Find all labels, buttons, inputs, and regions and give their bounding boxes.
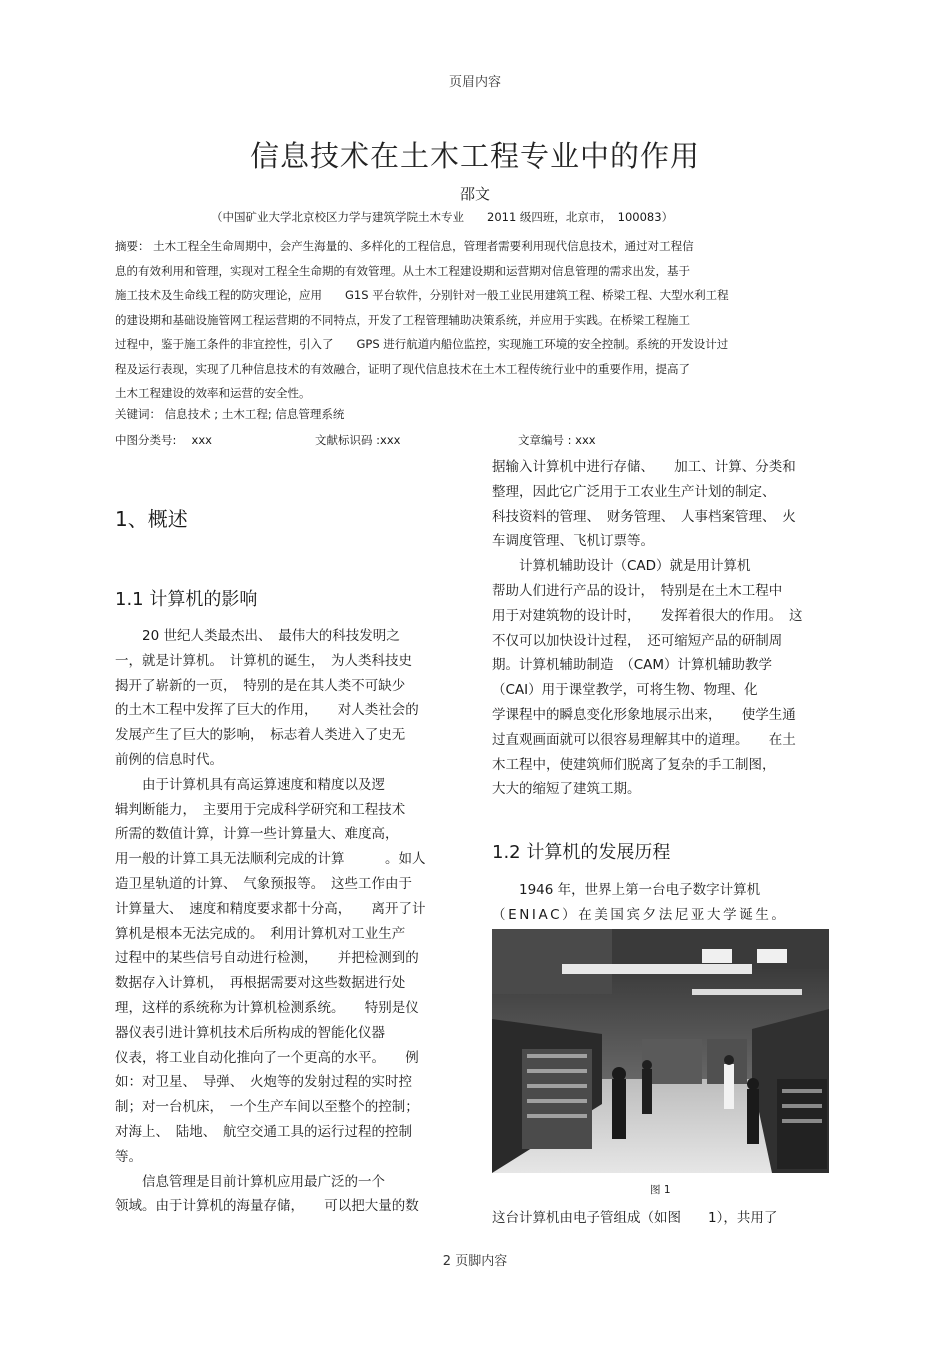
text-line: 这台计算机由电子管组成（如图 1），共用了 (492, 1210, 778, 1226)
eniac-photo (492, 929, 829, 1173)
article-number: 文章编号 : xxx (518, 433, 596, 447)
affiliation: （中国矿业大学北京校区力学与建筑学院土木专业 2011 级四班，北京市， 100083） (211, 210, 674, 224)
text-line: 揭开了崭新的一页， 特别的是在其人类不可缺少 (115, 677, 406, 694)
text-line: 制；对一台机床， 一个生产车间以至整个的控制； (115, 1099, 419, 1116)
section-heading-1: 1、概述 (115, 507, 188, 531)
text-line: 由于计算机具有高运算速度和精度以及逻 (115, 776, 385, 793)
text-line: 一，就是计算机。 计算机的诞生， 为人类科技史 (115, 652, 412, 669)
author: 邵文 (459, 185, 490, 203)
text-line: 对海上、 陆地、 航空交通工具的运行过程的控制 (115, 1123, 412, 1140)
text-line: 辑判断能力， 主要用于完成科学研究和工程技术 (115, 801, 406, 818)
keywords: 关键词： 信息技术 ; 土木工程; 信息管理系统 (115, 407, 345, 421)
text-line: 科技资料的管理、 财务管理、 人事档案管理、 火 (492, 508, 796, 525)
text-line: 帮助人们进行产品的设计， 特别是在土木工程中 (492, 582, 783, 599)
text-line: 过直观画面就可以很容易理解其中的道理。 在土 (492, 731, 796, 748)
text-line: 据输入计算机中进行存储、 加工、计算、分类和 (492, 459, 796, 475)
text-line: 的土木工程中发挥了巨大的作用， 对人类社会的 (115, 702, 419, 719)
left-column (115, 624, 455, 1219)
text-line: 所需的数值计算，计算一些计算量大、难度高， (115, 826, 399, 843)
text-line: 计算量大、 速度和精度要求都十分高， 离开了计 (115, 900, 426, 917)
text-line: 用一般的计算工具无法顺利完成的计算 。如人 (115, 851, 426, 868)
text-line: 车调度管理、飞机订票等。 (492, 533, 654, 550)
section-heading-1-1: 1.1 计算机的影响 (115, 589, 258, 610)
text-line: 整理，因此它广泛用于工农业生产计划的制定、 (492, 483, 776, 500)
text-line: 用于对建筑物的设计时， 发挥着很大的作用。 这 (492, 607, 803, 624)
text-line: 理，这样的系统称为计算机检测系统。 特别是仪 (115, 999, 419, 1016)
text-line: 发展产生了巨大的影响， 标志着人类进入了史无 (115, 727, 406, 744)
text-line: 木工程中，使建筑师们脱离了复杂的手工制图， (492, 756, 776, 773)
paper-title: 信息技术在土木工程专业中的作用 (249, 139, 700, 173)
abstract-line: 息的有效利用和管理，实现对工程全生命期的有效管理。从土木工程建设期和运营期对信息管理的需求出发，基于 (115, 263, 690, 278)
text-line: 20 世纪人类最杰出、 最伟大的科技发明之 (115, 628, 400, 644)
text-line: （ENIAC）在美国宾夕法尼亚大学诞生。 (492, 906, 788, 923)
text-line: 算机是根本无法完成的。 利用计算机对工业生产 (115, 925, 406, 942)
text-line: 计算机辅助设计（CAD）就是用计算机 (492, 558, 751, 575)
right-column (492, 455, 837, 802)
page-footer: 2 页脚内容 (442, 1254, 508, 1269)
text-line: 信息管理是目前计算机应用最广泛的一个 (115, 1173, 385, 1190)
page-header: 页眉内容 (448, 75, 501, 90)
text-line: 仪表，将工业自动化推向了一个更高的水平。 例 (115, 1049, 419, 1066)
figure-caption: 图 1 (650, 1184, 671, 1196)
text-line: 1946 年，世界上第一台电子数字计算机 (492, 882, 761, 898)
text-line: 领域。由于计算机的海量存储， 可以把大量的数 (115, 1198, 419, 1215)
abstract-line: 施工技术及生命线工程的防灾理论，应用 G1S 平台软件，分别针对一般工业民用建筑工程、桥梁工程、大型水利工程 (115, 288, 729, 302)
text-line: 不仅可以加快设计过程， 还可缩短产品的研制周 (492, 632, 783, 649)
text-line: 器仪表引进计算机技术后所构成的智能化仪器 (115, 1024, 385, 1041)
clc-number: 中图分类号: xxx (115, 433, 212, 447)
text-line: 期。计算机辅助制造 （CAM）计算机辅助教学 (492, 657, 773, 674)
text-line: 数据存入计算机， 再根据需要对这些数据进行处 (115, 975, 406, 992)
abstract-line: 程及运行表现，实现了几种信息技术的有效融合，证明了现代信息技术在土木工程传统行业中的重要作用，提高了 (115, 361, 690, 376)
abstract-line: 摘要： 土木工程全生命周期中，会产生海量的、多样化的工程信息，管理者需要利用现代信息技术，通过对工程信 (115, 239, 694, 253)
text-line: 等。 (115, 1148, 142, 1165)
text-line: 前例的信息时代。 (115, 751, 223, 768)
abstract (115, 234, 815, 406)
text-line: 大大的缩短了建筑工期。 (492, 781, 641, 798)
document-code: 文献标识码 :xxx (315, 433, 401, 447)
eniac-photo-illustration (492, 929, 829, 1173)
right-column-continued (492, 878, 837, 928)
text-line: 如：对卫星、 导弹、 火炮等的发射过程的实时控 (115, 1074, 412, 1091)
abstract-line: 过程中，鉴于施工条件的非宜控性，引入了 GPS 进行航道内船位监控，实现施工环境的安全控制。系统的开发设计过 (115, 337, 729, 351)
abstract-line: 土木工程建设的效率和运营的安全性。 (115, 386, 311, 400)
section-heading-1-2: 1.2 计算机的发展历程 (492, 842, 671, 863)
text-line: 造卫星轨道的计算、 气象预报等。 这些工作由于 (115, 875, 412, 892)
abstract-line: 的建设期和基础设施管网工程运营期的不同特点，开发了工程管理辅助决策系统，并应用于实践。在桥梁工程施工 (115, 312, 690, 327)
text-line: 过程中的某些信号自动进行检测， 并把检测到的 (115, 950, 419, 967)
text-line: （CAI）用于课堂教学，可将生物、物理、化 (492, 682, 758, 699)
text-line: 学课程中的瞬息变化形象地展示出来， 使学生通 (492, 706, 796, 723)
